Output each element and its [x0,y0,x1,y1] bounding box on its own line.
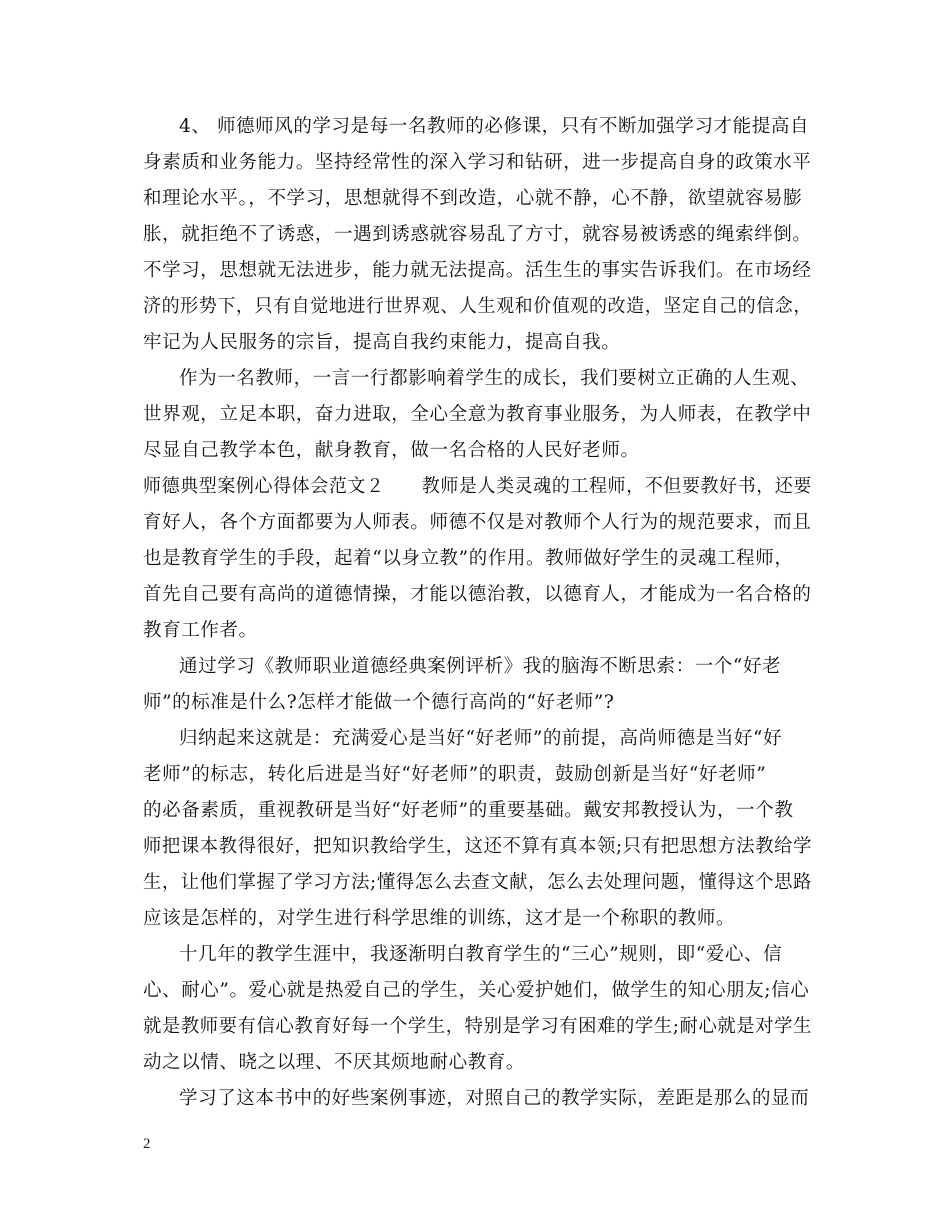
paragraph-line: 作为一名教师，一言一行都影响着学生的成长，我们要树立正确的人生观、 [179,368,810,389]
paragraph-line: 胀，就拒绝不了诱惑，一遇到诱惑就容易乱了方寸，就容易被诱惑的绳索绊倒。 [143,224,812,245]
paragraph-line: 尽显自己教学本色，献身教育，做一名合格的人民好老师。 [143,440,640,461]
paragraph-line: 首先自己要有高尚的道德情操，才能以德治教，以德育人，才能成为一名合格的 [143,584,812,605]
paragraph-line: 动之以情、晓之以理、不厌其烦地耐心教育。 [143,1052,526,1073]
paragraph-line: 教育工作者。 [143,620,258,641]
paragraph-line: 十几年的教学生涯中，我逐渐明白教育学生的“三心”规则，即“爱心、信 [179,944,783,965]
paragraph-line: 也是教育学生的手段，起着“以身立教”的作用。教师做好学生的灵魂工程师， [143,548,794,569]
paragraph-line: 师”的标准是什么?怎样才能做一个德行高尚的“好老师”? [143,692,615,713]
paragraph-line: 老师”的标志，转化后进是当好“好老师”的职责，鼓励创新是当好“好老师” [143,764,767,785]
paragraph-line: 学习了这本书中的好些案例事迹，对照自己的教学实际，差距是那么的显而 [179,1088,810,1109]
paragraph-line: 世界观，立足本职，奋力进取，全心全意为教育事业服务，为人师表，在教学中 [143,404,812,425]
paragraph-line: 归纳起来这就是：充满爱心是当好“好老师”的前提，高尚师德是当好“好 [179,728,783,749]
paragraph-line: 就是教师要有信心教育好每一个学生，特别是学习有困难的学生;耐心就是对学生 [143,1016,812,1037]
paragraph-line: 心、耐心”。爱心就是热爱自己的学生，关心爱护她们，做学生的知心朋友;信心 [143,980,810,1001]
paragraph-line: 不学习，思想就无法进步，能力就无法提高。活生生的事实告诉我们。在市场经 [143,260,812,281]
paragraph-line: 生，让他们掌握了学习方法;懂得怎么去查文献，怎么去处理问题，懂得这个思路 [143,872,812,893]
page-number: 2 [143,1136,151,1152]
paragraph-line: 和理论水平。，不学习，思想就得不到改造，心就不静，心不静，欲望就容易膨 [143,188,803,209]
paragraph-line: 师把课本教得很好，把知识教给学生，这还不算有真本领;只有把思想方法教给学 [143,836,812,857]
paragraph-heading-line: 师德典型案例心得体会范文２ 教师是人类灵魂的工程师，不但要教好书，还要 [143,476,812,497]
paragraph-line: 牢记为人民服务的宗旨，提高自我约束能力，提高自我。 [143,332,621,353]
paragraph-line: 育好人，各个方面都要为人师表。师德不仅是对教师个人行为的规范要求，而且 [143,512,812,533]
paragraph-line: 4、 师德师风的学习是每一名教师的必修课，只有不断加强学习才能提高自 [179,116,810,137]
paragraph-line: 应该是怎样的，对学生进行科学思维的训练，这才是一个称职的教师。 [143,908,736,929]
paragraph-line: 通过学习《教师职业道德经典案例评析》我的脑海不断思索：一个“好老 [179,656,782,677]
paragraph-line: 身素质和业务能力。坚持经常性的深入学习和钻研，进一步提高自身的政策水平 [143,152,812,173]
paragraph-line: 济的形势下，只有自觉地进行世界观、人生观和价值观的改造，坚定自己的信念， [143,296,812,317]
paragraph-line: 的必备素质，重视教研是当好“好老师”的重要基础。戴安邦教授认为，一个教 [143,800,794,821]
